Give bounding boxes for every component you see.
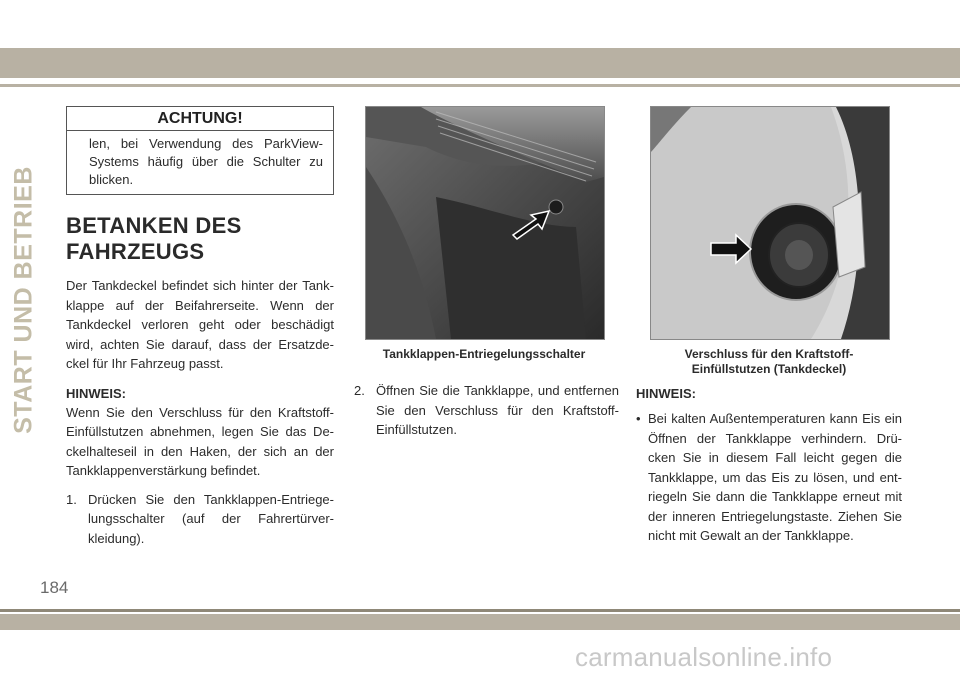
bullet-item [636,409,902,546]
section-title-line1: BETANKEN DES [66,213,242,238]
section-title-line2: FAHRZEUGS [66,239,205,264]
note-text: Wenn Sie den Verschluss für den Kraftstoff-Einfüllstutzen abnehmen, legen Sie das De-ckelhalteseil in den Haken, der sich an der Tankklappenverstärkung befindet. [66,404,334,478]
step-number: 2. [354,383,365,398]
step-item [354,381,619,440]
header-band [0,48,960,78]
step-number: 1. [66,491,77,507]
warning-title: ACHTUNG! [67,107,333,131]
release-switch-illustration [366,107,604,339]
header-rule [0,84,960,87]
step-item [66,490,334,549]
fuel-cap-photo [650,106,890,340]
footer-band [0,614,960,630]
watermark: carmanualsonline.info [575,642,833,672]
page-number: 184 [40,578,69,597]
section-title [66,213,334,265]
warning-box [66,106,334,195]
middle-column [354,372,619,440]
bullet-mark: • [636,411,641,426]
figure2-caption [650,347,888,377]
fuel-cap-illustration [651,107,889,339]
step-text: Drücken Sie den Tankklappen-Entriege-lungsschalter (auf der Fahrertürver-kleidung). [88,491,334,546]
note-heading: HINWEIS: [636,386,696,401]
figure2-caption-line2: Einfüllstutzen (Tankdeckel) [691,362,847,376]
figure2-caption-line1: Verschluss für den Kraftstoff- [684,347,854,361]
fuel-door-release-photo [365,106,605,340]
figure1-caption: Tankklappen-Entriegelungsschalter [382,347,586,361]
warning-text: len, bei Verwendung des ParkView-Systems häufig über die Schulter zu blicken. [89,136,323,187]
bullet-text: Bei kalten Außentemperaturen kann Eis ein Öffnen der Tankklappe verhindern. Drü-cken Sie in diesem Fall leicht gegen die Tankklappe, um das Eis zu lösen, und ent-riegeln Sie dann die Tankklappe erneut mit der inneren Entriegelungstaste. Ziehen Sie nicht mit Gewalt an der Tankklappe. [648,411,902,543]
note-heading: HINWEIS: [66,385,126,401]
left-column [66,106,334,548]
right-column [636,384,902,546]
step-text: Öffnen Sie die Tankklappe, und entfernen Sie den Verschluss für den Kraftstoff-Einfüllstutzen. [376,383,619,437]
footer-rule [0,609,960,612]
intro-paragraph: Der Tankdeckel befindet sich hinter der Tank-klappe auf der Beifahrerseite. Wenn der Tankdeckel verloren geht oder beschädigt wird, achten Sie darauf, dass der Ersatzde-ckel für Ihr Fahrzeug passt. [66,278,334,371]
side-tab-label: START UND BETRIEB [9,166,38,434]
